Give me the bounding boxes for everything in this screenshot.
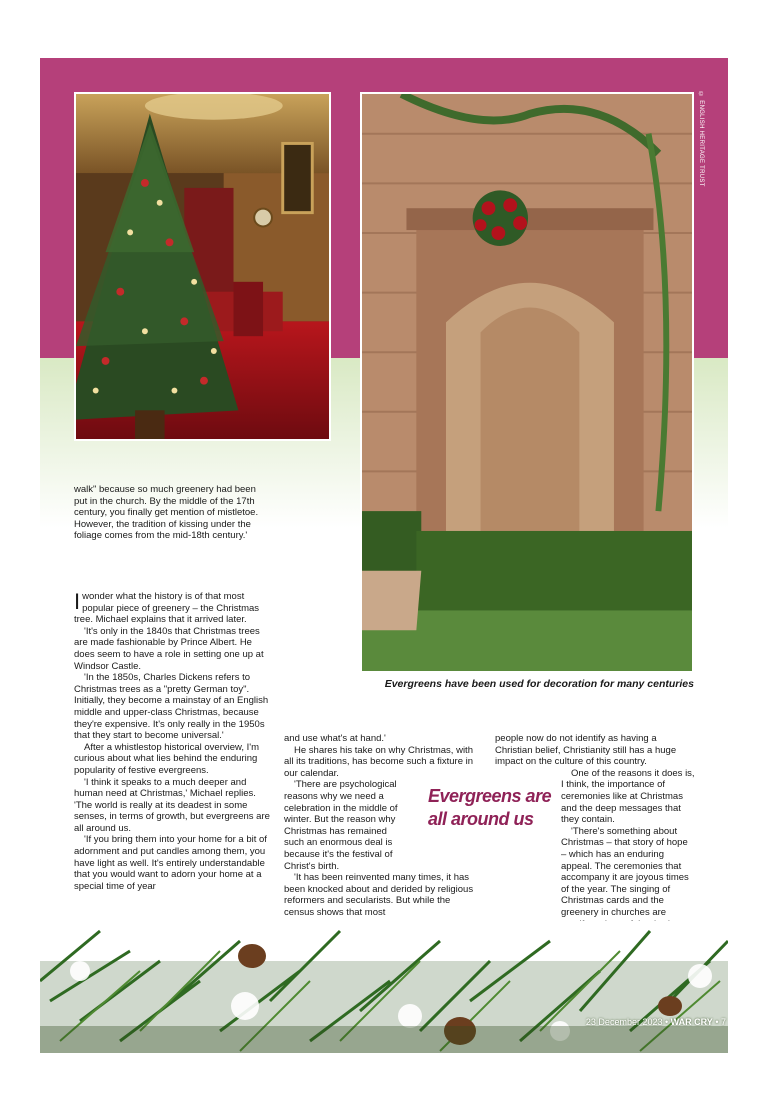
paragraph: 'It has been reinvented many times, it has been knocked about and derided by religious reformers and secularists. But while the census shows that most (284, 872, 474, 918)
photo-credit: © ENGLISH HERITAGE TRUST (698, 92, 704, 187)
magazine-name: WAR CRY (670, 1017, 713, 1027)
drop-cap: I (74, 589, 81, 614)
page-folio (540, 1017, 726, 1027)
evergreen-footer-decoration (40, 921, 728, 1053)
paragraph-text: wonder what the history is of that most popular piece of greenery – the Christmas tree. Michael explains that it arrived later. (74, 591, 260, 626)
pull-quote-line: all around us (428, 809, 534, 829)
column-a (74, 591, 270, 892)
paragraph: 'There are psychological reasons why we need a celebration in the middle of winter. But the reason why Christmas has remained such an enormous deal is because it's the festival of Christ's birth. (284, 779, 398, 872)
paragraph: 'I think it speaks to a much deeper and human need at Christmas,' Michael replies. 'The world is really at its deadest in some senses, in terms of growth, but evergreens are all around us. (74, 776, 270, 834)
pull-quote-line: Evergreens are (428, 786, 552, 806)
christmas-tree-illustration (76, 94, 329, 439)
paragraph: walk" because so much greenery had been put in the church. By the middle of the 17th century, you finally get mention of mistletoe. However, the tradition of kissing under the foliage comes from the mid-18th century.' (74, 484, 259, 542)
paragraph: 'In the 1850s, Charles Dickens refers to Christmas trees as a "pretty German toy". Initially, they become a mainstay of an English middle and upper-class Christmas, because they're expensive. It's only really in the 1950s that they start to become universal.' (74, 672, 269, 742)
stone-archway-photo (360, 92, 694, 673)
column-c (495, 733, 695, 930)
page-number: • 7 (715, 1017, 726, 1027)
paragraph: people now do not identify as having a Christian belief, Christianity still has a huge impact on the culture of this country. (495, 733, 677, 768)
paragraph: 'There's something about Christmas – that story of hope – which has an enduring appeal. The ceremonies that accompany it are joyous times of the year. The singing of Christmas cards and the greenery in churches are (561, 825, 689, 918)
paragraph-dropcap (74, 591, 270, 626)
issue-date: 23 December 2023 • (585, 1017, 669, 1027)
paragraph: 'If you bring them into your home for a bit of adornment and put candles among them, you have light as well. It's entirely understandable that you would want to adorn your home at a special time of year (74, 834, 267, 892)
paragraph: and use what's at hand.' (284, 733, 386, 744)
photo-caption: Evergreens have been used for decoration for many centuries (384, 678, 694, 690)
paragraph: 'It's only in the 1840s that Christmas trees are made fashionable by Prince Albert. He does seem to have a role in setting one up at Windsor Castle. (74, 625, 264, 672)
column-a-continued (74, 484, 270, 542)
stone-archway-illustration (362, 94, 692, 671)
paragraph: He shares his take on why Christmas, with all its traditions, has become such a fixture in our calendar. (284, 744, 474, 779)
evergreen-garland-illustration (40, 921, 728, 1053)
christmas-tree-photo (74, 92, 331, 441)
paragraph: One of the reasons it does is, I think, the importance of ceremonies like at Christmas and the deep messages that they contain. (561, 767, 695, 826)
paragraph: After a whistlestop historical overview, I'm curious about what lies behind the enduring popularity of festive evergreens. (74, 741, 259, 776)
